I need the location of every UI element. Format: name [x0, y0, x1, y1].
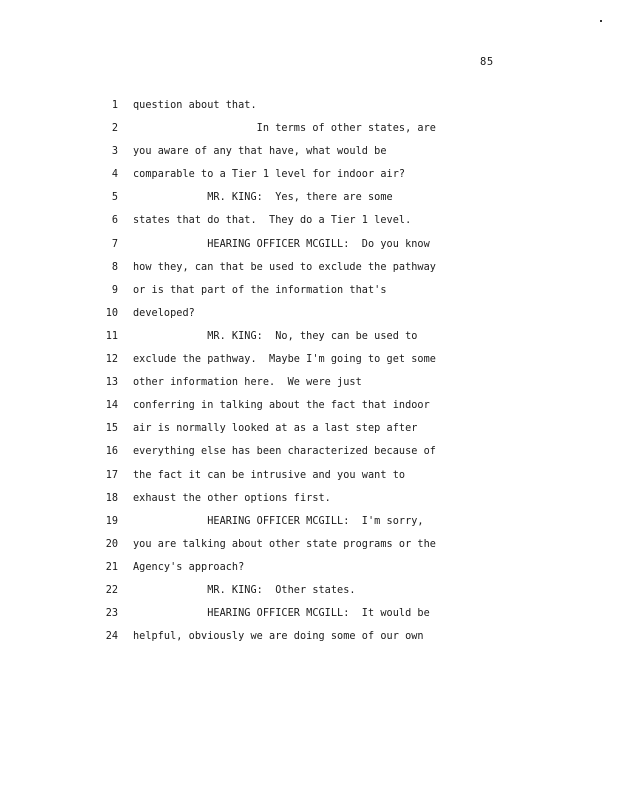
line-number: 13 — [105, 377, 118, 389]
line-text: In terms of other states, are — [133, 123, 436, 135]
line-text: MR. KING: No, they can be used to — [133, 330, 418, 342]
transcript-line — [96, 399, 456, 422]
line-number: 9 — [111, 284, 118, 296]
line-text: exclude the pathway. Maybe I'm going to get some — [133, 354, 436, 366]
line-number: 4 — [111, 169, 118, 181]
transcript-line — [96, 330, 456, 353]
transcript-line — [96, 122, 456, 145]
line-number: 5 — [111, 192, 118, 204]
transcript-line — [96, 214, 456, 237]
line-text: everything else has been characterized because of — [133, 446, 436, 458]
line-number: 19 — [105, 515, 118, 527]
page-number: 85 — [480, 56, 494, 68]
transcript-line — [96, 630, 456, 653]
transcript-line — [96, 168, 456, 191]
line-number: 20 — [105, 538, 118, 550]
line-text: comparable to a Tier 1 level for indoor air? — [133, 169, 406, 181]
line-number: 24 — [105, 631, 118, 643]
line-text: HEARING OFFICER MCGILL: Do you know — [133, 238, 430, 250]
transcript-line — [96, 353, 456, 376]
transcript-line — [96, 561, 456, 584]
line-number: 1 — [111, 100, 118, 111]
line-number: 17 — [105, 469, 118, 481]
line-number: 15 — [105, 423, 118, 435]
line-number: 8 — [111, 261, 118, 273]
line-number: 12 — [105, 354, 118, 366]
line-number: 10 — [105, 307, 118, 319]
line-text: air is normally looked at as a last step after — [133, 423, 418, 435]
line-text: how they, can that be used to exclude the pathway — [133, 261, 436, 273]
line-text: other information here. We were just — [133, 377, 362, 389]
line-text: question about that. — [133, 100, 257, 111]
line-text: MR. KING: Yes, there are some — [133, 192, 393, 204]
line-text: you are talking about other state programs or the — [133, 538, 436, 550]
line-text: Agency's approach? — [133, 561, 245, 573]
transcript-line — [96, 284, 456, 307]
line-number: 21 — [105, 561, 118, 573]
transcript-line — [96, 445, 456, 468]
line-text: HEARING OFFICER MCGILL: It would be — [133, 608, 430, 620]
line-number: 23 — [105, 608, 118, 620]
line-text: conferring in talking about the fact that indoor — [133, 400, 430, 412]
transcript-line — [96, 99, 456, 122]
line-text: the fact it can be intrusive and you want to — [133, 469, 406, 481]
transcript-line — [96, 238, 456, 261]
line-text: you aware of any that have, what would be — [133, 146, 387, 158]
transcript-line — [96, 261, 456, 284]
line-number: 7 — [111, 238, 118, 250]
scan-speck — [600, 20, 602, 22]
line-number: 11 — [105, 330, 118, 342]
transcript-line — [96, 492, 456, 515]
line-number: 6 — [111, 215, 118, 227]
line-text: developed? — [133, 307, 195, 319]
transcript-line — [96, 422, 456, 445]
line-number: 3 — [111, 146, 118, 158]
line-text: states that do that. They do a Tier 1 level. — [133, 215, 412, 227]
line-number: 2 — [111, 123, 118, 135]
transcript-line — [96, 191, 456, 214]
transcript-line — [96, 145, 456, 168]
transcript-line — [96, 584, 456, 607]
line-text: or is that part of the information that's — [133, 284, 387, 296]
line-number: 14 — [105, 400, 118, 412]
line-number: 18 — [105, 492, 118, 504]
line-text: MR. KING: Other states. — [133, 584, 356, 596]
line-number: 22 — [105, 584, 118, 596]
line-text: HEARING OFFICER MCGILL: I'm sorry, — [133, 515, 424, 527]
line-text: exhaust the other options first. — [133, 492, 331, 504]
transcript-line — [96, 376, 456, 399]
transcript-line — [96, 307, 456, 330]
line-text: helpful, obviously we are doing some of our own — [133, 631, 424, 643]
line-number: 16 — [105, 446, 118, 458]
transcript-line — [96, 469, 456, 492]
transcript-body — [96, 99, 456, 653]
transcript-line — [96, 515, 456, 538]
transcript-line — [96, 538, 456, 561]
transcript-line — [96, 607, 456, 630]
